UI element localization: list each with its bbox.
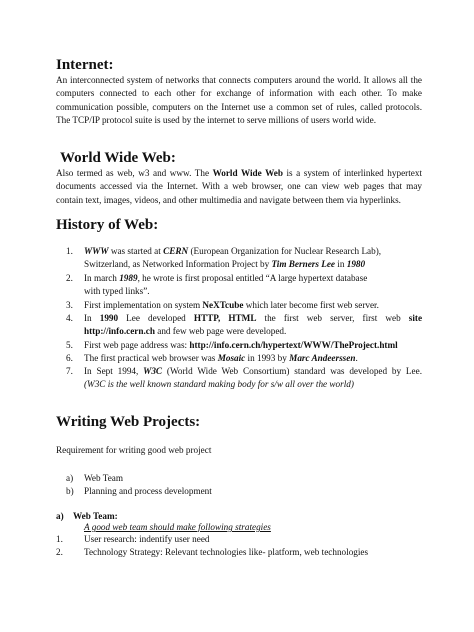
strategy-item-technology: Technology Strategy: Relevant technologies like- platform, web technologies — [84, 547, 369, 557]
list-number: 3. — [66, 300, 73, 310]
list-number: 6. — [66, 353, 73, 363]
history-item-6: The first practical web browser was Mosaic in 1993 by Marc Andeerssen. — [84, 353, 358, 363]
heading-internet: Internet: — [56, 57, 114, 73]
paragraph-world-wide-web: Also termed as web, w3 and www. The World Wide Web is a system of interlinked hypertext documents accessed via the Internet. With a web browser, one can view web pages that may contain text, images, videos, and other multimedia and navigate between them via hyperlinks. — [56, 168, 422, 205]
list-number: 2. — [56, 547, 63, 557]
history-item-5: First web page address was: http://info.cern.ch/hypertext/WWW/TheProject.html — [84, 340, 398, 350]
paragraph-requirements: Requirement for writing good web project — [56, 445, 212, 455]
list-label: b) — [66, 486, 74, 496]
list-number: 1. — [66, 246, 73, 256]
heading-history-of-web: History of Web: — [56, 217, 159, 233]
heading-writing-web-projects: Writing Web Projects: — [56, 414, 201, 430]
list-number: 2. — [66, 273, 73, 283]
heading-web-team: Web Team: — [73, 511, 118, 521]
list-number: 1. — [56, 534, 63, 544]
history-item-4: In 1990 Lee developed HTTP, HTML the first web server, first web site http://info.cern.ch and few web page were developed. — [84, 313, 423, 336]
history-item-7: In Sept 1994, W3C (World Wide Web Consortium) standard was developed by Lee. (W3C is the well known standard making body for s/w all over the world) — [84, 366, 422, 389]
history-item-1: WWW was started at CERN (European Organization for Nuclear Research Lab), Switzerland, as Networked Information Project by Tim Berners Lee in 1980 — [84, 246, 382, 269]
requirement-item-planning: Planning and process development — [84, 486, 212, 496]
history-item-2: In march 1989, he wrote is first proposal entitled “A large hypertext database with typed links”. — [84, 273, 368, 296]
heading-world-wide-web: World Wide Web: — [60, 150, 176, 166]
section-label: a) — [56, 511, 64, 521]
strategy-item-user-research: User research: indentify user need — [84, 534, 210, 544]
history-item-3: First implementation on system NeXTcube which later become first web server. — [84, 300, 379, 310]
paragraph-internet: An interconnected system of networks that connects computers around the world. It allows all the computers connected to each other for exchange of information with each other. To make communication possible, computers on the Internet use a common set of rules, called protocols. The TCP/IP protocol suite is used by the internet to serve millions of users world wide. — [56, 75, 422, 126]
subheading-strategies: A good web team should make following strategies — [84, 522, 271, 532]
list-label: a) — [66, 473, 74, 483]
requirement-item-web-team: Web Team — [84, 473, 124, 483]
list-number: 7. — [66, 366, 73, 376]
list-number: 4. — [66, 313, 73, 323]
list-number: 5. — [66, 340, 73, 350]
